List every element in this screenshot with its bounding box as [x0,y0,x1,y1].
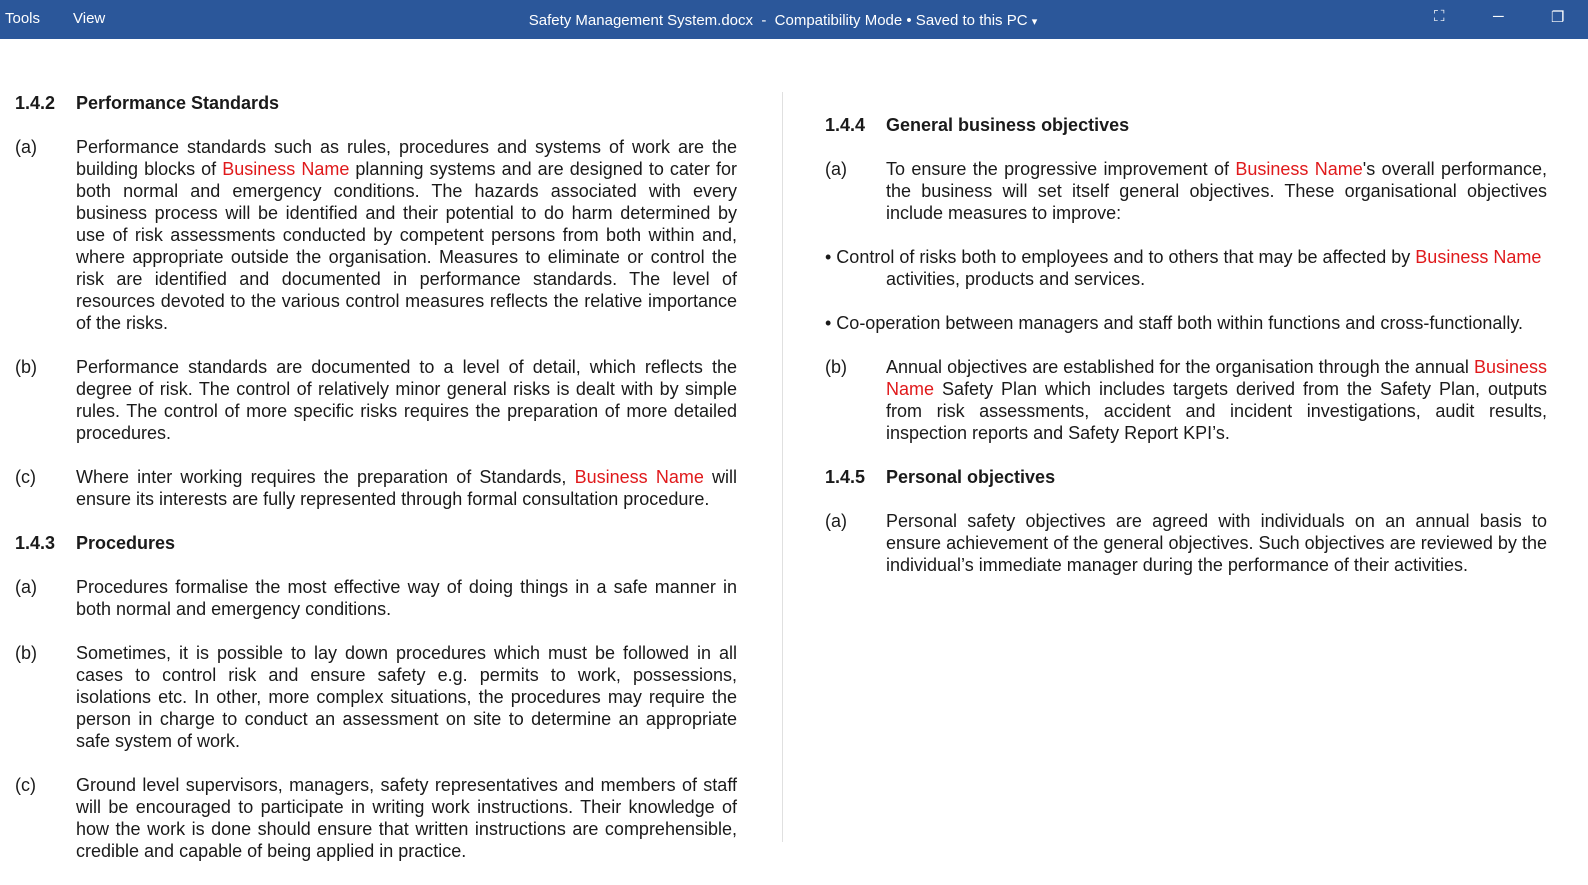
paragraph-1-4-4-b [825,356,1566,444]
focus-mode-icon[interactable]: ⛶ [1434,8,1445,25]
paragraph-label: (b) [15,357,37,377]
paragraph-1-4-4-a [825,158,1566,224]
left-column [15,92,756,884]
section-heading-1-4-4 [825,114,1566,136]
column-divider [782,92,783,842]
paragraph-text [76,136,737,334]
business-name-placeholder: Business Name [1415,247,1542,267]
restore-icon[interactable]: ❐ [1551,9,1565,26]
section-number: 1.4.2 [15,93,56,113]
paragraph-label: (a) [825,159,847,179]
business-name-placeholder: Business Name [222,159,350,179]
paragraph-1-4-2-a [15,136,756,334]
text-run: Where inter working requires the preparation of Standards, [76,467,575,487]
text-run: Safety Plan which includes targets derived from the Safety Plan, outputs from risk assessments, accident and incident investigations, audit results, inspection reports and Safety Report KPI’s. [886,379,1547,443]
business-name-placeholder: Business Name [574,467,704,487]
text-run: Performance standards such as rules, procedures and systems of work are the building blocks of [76,137,737,179]
text-run: will ensure its interests are fully represented through formal consultation procedure. [76,467,738,509]
right-column [825,114,1566,598]
paragraph-label: (c) [15,775,36,795]
document-title[interactable] [0,12,1566,29]
paragraph-label: (a) [15,137,37,157]
title-bar [0,0,1588,39]
paragraph-text [76,466,737,510]
section-heading-1-4-2 [15,92,756,114]
text-run: activities, products and services. [886,269,1146,289]
section-title: Performance Standards [76,93,280,113]
paragraph-label: (c) [15,467,36,487]
paragraph-text: Procedures formalise the most effective way of doing things in a safe manner in both normal and emergency conditions. [76,577,737,619]
bullet-item: • Co-operation between managers and staff both within functions and cross-functionally. [825,313,1524,333]
paragraph-1-4-2-b [15,356,756,444]
document-title-text: Safety Management System.docx - Compatibility Mode • Saved to this PC [528,12,1028,29]
paragraph-text [886,356,1547,444]
paragraph-text: Personal safety objectives are agreed with individuals on an annual basis to ensure achievement of the general objectives. Such objectives are reviewed by the individual’s immediate manager during the performance of their activities. [886,511,1547,575]
text-run: Annual objectives are established for the organisation through the annual [886,357,1474,377]
section-title: Personal objectives [886,467,1056,487]
minimize-icon[interactable]: ─ [1493,8,1504,25]
section-heading-1-4-3 [15,532,756,554]
text-run: planning systems and are designed to cater for both normal and emergency conditions. The hazards associated with every business process will be identified and their potential to do harm determined by use of risk assessments conducted by competent persons from both within and, where appropriate outside the organisation. Measures to eliminate or control the risk are identified and documented in performance standards. The level of resources devoted to the various control measures reflects the relative importance of the risks. [76,159,737,333]
paragraph-1-4-3-a [15,576,756,620]
paragraph-1-4-5-a [825,510,1566,576]
paragraph-label: (a) [825,511,847,531]
paragraph-text: Sometimes, it is possible to lay down procedures which must be followed in all cases to control risk and ensure safety e.g. permits to work, possessions, isolations etc. In other, more complex situations, the procedures may require the person in charge to conduct an assessment on site to determine an appropriate safe system of work. [76,643,737,751]
section-number: 1.4.3 [15,533,56,553]
chevron-down-icon: ▾ [1031,16,1038,28]
paragraph-text: Performance standards are documented to a level of detail, which reflects the degree of risk. The control of relatively minor general risks is dealt with by simple rules. The control of more specific risks requires the preparation of more detailed procedures. [76,357,737,443]
business-name-placeholder: Business Name [886,357,1547,399]
section-title: General business objectives [886,115,1130,135]
paragraph-label: (b) [15,643,37,663]
text-run: 's overall performance, the business will set itself general objectives. These organisational objectives include measures to improve: [886,159,1547,223]
paragraph-label: (a) [15,577,37,597]
section-number: 1.4.5 [825,467,866,487]
text-run: To ensure the progressive improvement of [886,159,1236,179]
paragraph-text: Ground level supervisors, managers, safety representatives and members of staff will be encouraged to participate in writing work instructions. Their knowledge of how the work is done should ensure that written instructions are comprehensible, credible and capable of being applied in practice. [76,775,737,861]
menu-view[interactable]: View [73,10,106,27]
menu-tools[interactable]: Tools [5,10,41,27]
paragraph-1-4-2-c [15,466,756,510]
section-number: 1.4.4 [825,115,866,135]
text-run: • Control of risks both to employees and to others that may be affected by [825,247,1416,267]
paragraph-text [886,158,1547,224]
section-title: Procedures [76,533,176,553]
section-heading-1-4-5 [825,466,1566,488]
paragraph-1-4-3-c [15,774,756,862]
paragraph-label: (b) [825,357,847,377]
paragraph-1-4-3-b [15,642,756,752]
business-name-placeholder: Business Name [1235,159,1363,179]
bullet-item [825,246,1547,290]
